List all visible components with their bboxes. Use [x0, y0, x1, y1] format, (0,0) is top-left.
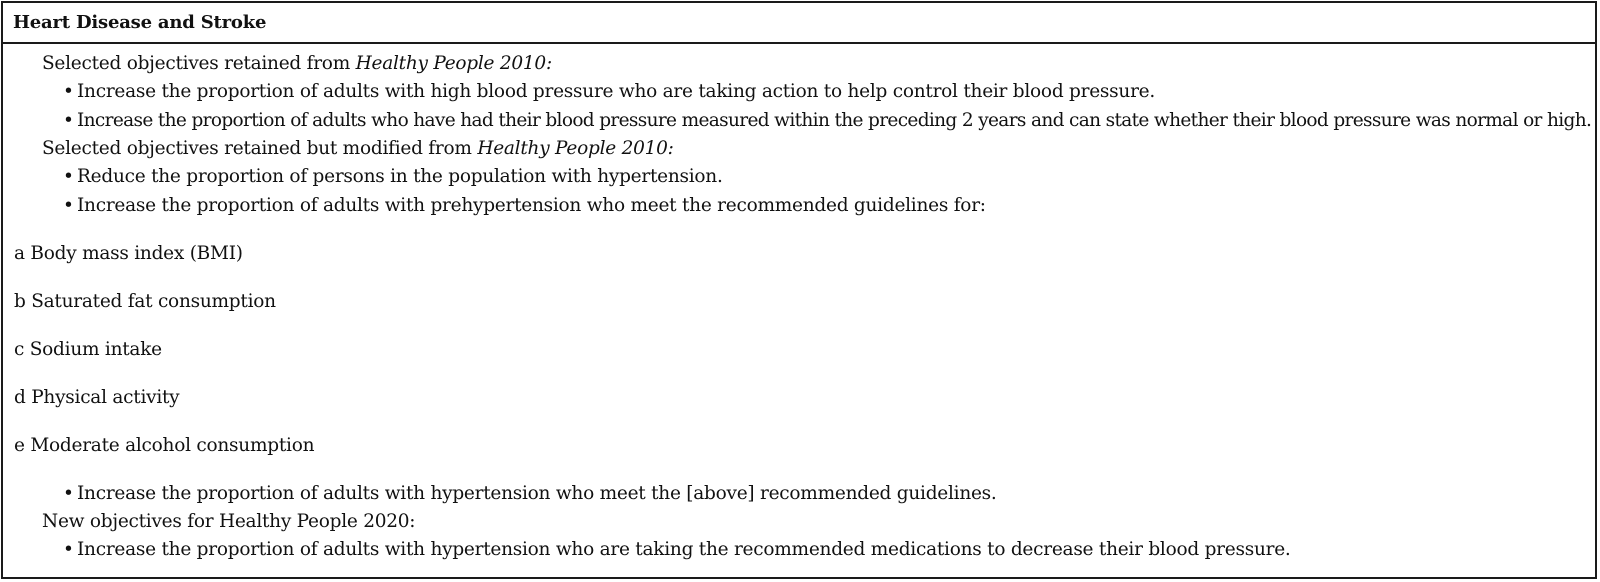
list-item-text: Reduce the proportion of persons in the population with hypertension. — [77, 166, 723, 187]
list-item-text: Increase the proportion of adults with hypertension who are taking the recommended medications to decrease their blood pressure. — [77, 539, 1291, 560]
list-item — [63, 539, 1291, 561]
list-item-text: Increase the proportion of adults with prehypertension who meet the recommended guidelines for: — [77, 195, 986, 216]
list-item-text: Increase the proportion of adults who have had their blood pressure measured within the preceding 2 years and can state whether their blood pressure was normal or high. — [77, 110, 1592, 131]
list-item — [63, 166, 723, 188]
section-heading-source: Healthy People 2010: — [355, 53, 552, 74]
section-heading-new: New objectives for Healthy People 2020: — [42, 511, 416, 532]
bullet-icon: • — [63, 483, 74, 504]
guideline-item-sodium: c Sodium intake — [14, 339, 162, 360]
list-item — [63, 195, 986, 217]
list-item — [63, 110, 1591, 132]
list-item — [63, 483, 997, 505]
objectives-table — [1, 1, 1597, 579]
bullet-icon: • — [63, 539, 74, 560]
list-item — [63, 81, 1155, 103]
bullet-icon: • — [63, 195, 74, 216]
table-title: Heart Disease and Stroke — [3, 3, 1595, 44]
guideline-item-alcohol: e Moderate alcohol consumption — [14, 435, 315, 456]
list-item-text: Increase the proportion of adults with high blood pressure who are taking action to help control their blood pressure. — [77, 81, 1155, 102]
guideline-item-bmi: a Body mass index (BMI) — [14, 243, 243, 264]
list-item-text: Increase the proportion of adults with hypertension who meet the [above] recommended guidelines. — [77, 483, 997, 504]
section-heading-text: Selected objectives retained but modified from — [42, 138, 478, 159]
section-heading-modified — [42, 138, 674, 160]
section-heading-retained — [42, 53, 552, 75]
bullet-icon: • — [63, 110, 74, 131]
bullet-icon: • — [63, 166, 74, 187]
section-heading-text: Selected objectives retained from — [42, 53, 356, 74]
section-heading-source: Healthy People 2010: — [477, 138, 674, 159]
guideline-item-saturated-fat: b Saturated fat consumption — [14, 291, 276, 312]
guideline-item-physical-activity: d Physical activity — [14, 387, 180, 408]
bullet-icon: • — [63, 81, 74, 102]
